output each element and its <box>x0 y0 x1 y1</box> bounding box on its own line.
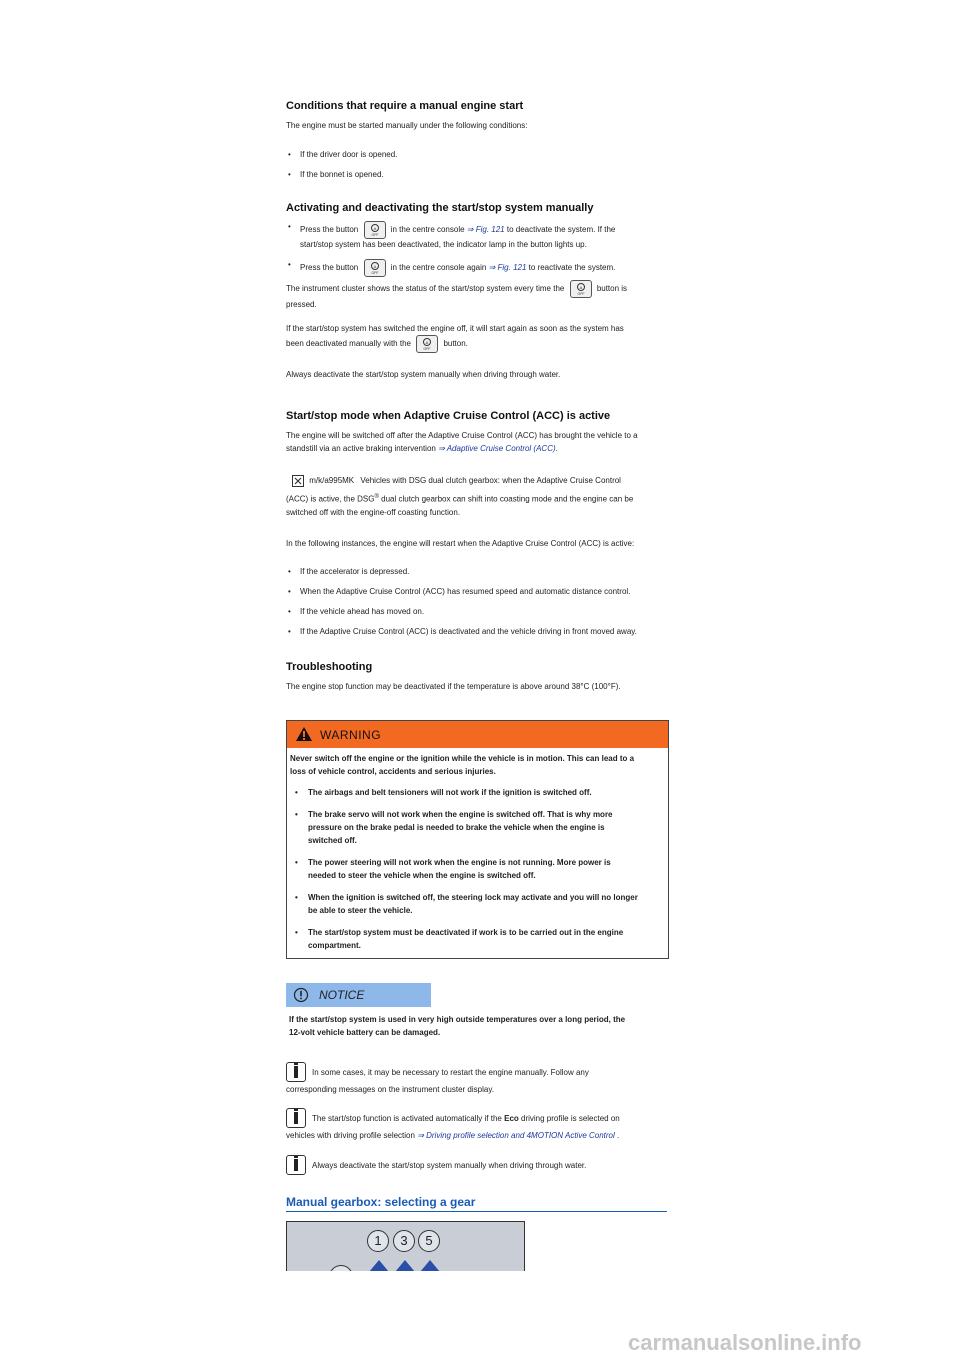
text: pressure on the brake pedal is needed to brake the vehicle when the engine is <box>308 823 605 832</box>
gear-circle-partial <box>329 1265 353 1271</box>
text: Press the button <box>300 263 359 273</box>
text: The engine will be switched off after the Adaptive Cruise Control (ACC) has brought the vehicle to a <box>286 431 638 440</box>
warning-intro <box>290 752 665 778</box>
text: dual clutch gearbox can shift into coasting mode and the engine can be <box>378 494 634 504</box>
warning-item <box>290 786 665 799</box>
heading-text: Conditions that require a manual engine start <box>286 100 524 112</box>
section-heading-manual-start <box>286 100 523 112</box>
image-alt-text: m/k/a995MK <box>309 476 355 485</box>
text: 12-volt vehicle battery can be damaged. <box>289 1028 441 1037</box>
warning-item <box>290 856 665 882</box>
info-icon <box>286 1155 306 1175</box>
watermark: carmanualsonline.info <box>628 1330 862 1355</box>
section2-bullets <box>286 221 671 277</box>
section2-paragraph-status <box>286 280 671 311</box>
section3-paragraph-dsg <box>286 474 671 519</box>
registered-mark: ® <box>374 494 379 500</box>
text: The start/stop system must be deactivated if work is to be carried out in the engine <box>308 928 624 937</box>
notice-exclamation-icon <box>293 987 309 1003</box>
text: button. <box>443 339 468 349</box>
text: compartment. <box>308 941 361 950</box>
text: start/stop system has been deactivated, the indicator lamp in the button lights up. <box>300 240 587 249</box>
section2-paragraph-water: Always deactivate the start/stop system manually when driving through water. <box>286 370 561 379</box>
info-note-water: Always deactivate the start/stop system manually when driving through water. <box>312 1161 587 1170</box>
warning-item <box>290 808 665 847</box>
section-heading-activate-deactivate: Activating and deactivating the start/stop system manually <box>286 202 594 214</box>
text: been deactivated manually with the <box>286 339 411 349</box>
list-item <box>286 221 671 251</box>
text: The start/stop function is activated automatically if the <box>312 1114 502 1123</box>
notice-body <box>289 1013 664 1039</box>
text: The brake servo will not work when the engine is switched off. That is why more <box>308 810 613 819</box>
section-heading-manual-gearbox: Manual gearbox: selecting a gear <box>286 1195 667 1212</box>
start-stop-button-icon <box>364 259 386 277</box>
svg-text:OFF: OFF <box>577 292 585 296</box>
text: button is <box>596 284 628 294</box>
svg-text:A: A <box>373 264 376 269</box>
gear-1-label: 1 <box>367 1230 389 1252</box>
text: in the centre console <box>390 225 465 235</box>
start-stop-button-icon <box>416 335 438 353</box>
text: loss of vehicle control, accidents and serious injuries. <box>290 767 496 776</box>
warning-list <box>290 786 665 952</box>
svg-text:A: A <box>373 226 376 231</box>
section3-paragraph-instances: In the following instances, the engine will restart when the Adaptive Cruise Control (ACC) is active: <box>286 539 635 548</box>
svg-text:OFF: OFF <box>371 233 378 237</box>
start-stop-button-icon <box>570 280 592 298</box>
list-item <box>286 259 671 277</box>
warning-item <box>290 891 665 917</box>
list-item: • If the bonnet is opened. <box>286 169 671 181</box>
text: needed to steer the vehicle when the engine is switched off. <box>308 871 536 880</box>
text: (ACC) is active, the DSG <box>286 494 375 504</box>
notice-title: NOTICE <box>319 988 365 1002</box>
warning-header <box>287 721 668 748</box>
text: Press the button <box>300 225 359 235</box>
text <box>286 1129 619 1142</box>
text: If the start/stop system is used in very high outside temperatures over a long period, the <box>289 1015 626 1024</box>
list-item: • If the Adaptive Cruise Control (ACC) is deactivated and the vehicle driving in front moved away. <box>286 626 671 638</box>
text: standstill via an active braking intervention <box>286 444 436 453</box>
warning-body <box>290 752 665 952</box>
info-note-eco <box>286 1112 671 1142</box>
text: vehicles with driving profile selection <box>286 1131 415 1140</box>
text: switched off with the engine-off coasting function. <box>286 507 461 517</box>
svg-text:OFF: OFF <box>371 271 378 275</box>
start-stop-button-icon <box>364 221 386 239</box>
text: driving profile is selected on <box>521 1114 620 1123</box>
svg-text:A: A <box>579 285 582 290</box>
text: corresponding messages on the instrument cluster display. <box>286 1085 494 1094</box>
section3-paragraph-standstill <box>286 429 671 455</box>
text: The airbags and belt tensioners will not work if the ignition is switched off. <box>308 788 592 797</box>
text: to reactivate the system. <box>528 263 616 273</box>
text: When the ignition is switched off, the steering lock may activate and you will no longer <box>308 893 638 902</box>
text: The power steering will not work when the engine is not running. More power is <box>308 858 611 867</box>
text: to deactivate the system. If the <box>506 225 616 235</box>
text: Vehicles with DSG dual clutch gearbox: when the Adaptive Cruise Control <box>360 476 621 485</box>
svg-text:OFF: OFF <box>423 347 431 351</box>
svg-text:A: A <box>425 340 429 345</box>
section2-paragraph-restart <box>286 322 671 353</box>
text <box>286 491 633 506</box>
fig-121-link[interactable]: ⇒ Fig. 121 <box>466 225 505 235</box>
text: switched off. <box>308 836 357 845</box>
text: be able to steer the vehicle. <box>308 906 413 915</box>
info-note-restart <box>286 1066 671 1096</box>
section-heading-troubleshooting: Troubleshooting <box>286 661 373 673</box>
section1-bullets <box>286 149 671 181</box>
list-item: • When the Adaptive Cruise Control (ACC) has resumed speed and automatic distance control. <box>286 586 671 598</box>
notice-header <box>286 983 431 1007</box>
text: The instrument cluster shows the status of the start/stop system every time the <box>286 284 565 294</box>
section-heading-acc: Start/stop mode when Adaptive Cruise Control (ACC) is active <box>286 410 611 422</box>
broken-image-icon <box>292 475 304 487</box>
text: in the centre console again <box>390 263 487 273</box>
section3-bullets <box>286 566 671 638</box>
text: . <box>617 1131 620 1140</box>
text: In some cases, it may be necessary to restart the engine manually. Follow any <box>312 1068 589 1077</box>
gear-5-label: 5 <box>418 1230 440 1252</box>
text: pressed. <box>286 300 317 309</box>
warning-box <box>286 720 669 959</box>
text: If the start/stop system has switched the engine off, it will start again as soon as the system has <box>286 324 624 333</box>
text: . <box>555 444 558 453</box>
fig-121-link[interactable]: ⇒ Fig. 121 <box>488 263 527 273</box>
acc-link[interactable]: ⇒ Adaptive Cruise Control (ACC) <box>438 444 556 453</box>
warning-item <box>290 926 665 952</box>
driving-profile-link[interactable]: ⇒ Driving profile selection and 4MOTION Active Control <box>417 1131 615 1140</box>
warning-triangle-icon <box>295 726 313 742</box>
gear-up-arrows-icon <box>367 1256 445 1271</box>
warning-title: WARNING <box>320 728 382 742</box>
gear-shift-figure <box>286 1221 525 1271</box>
gear-3-label: 3 <box>393 1230 415 1252</box>
text: Never switch off the engine or the ignition while the vehicle is in motion. This can lead to a <box>290 754 635 763</box>
section4-paragraph: The engine stop function may be deactivated if the temperature is above around 38°C (100°F). <box>286 682 621 691</box>
list-item: • If the vehicle ahead has moved on. <box>286 606 671 618</box>
list-item: • If the accelerator is depressed. <box>286 566 671 578</box>
eco-label: Eco <box>504 1114 519 1123</box>
section1-intro: The engine must be started manually under the following conditions: <box>286 121 528 130</box>
list-item: • If the driver door is opened. <box>286 149 671 161</box>
